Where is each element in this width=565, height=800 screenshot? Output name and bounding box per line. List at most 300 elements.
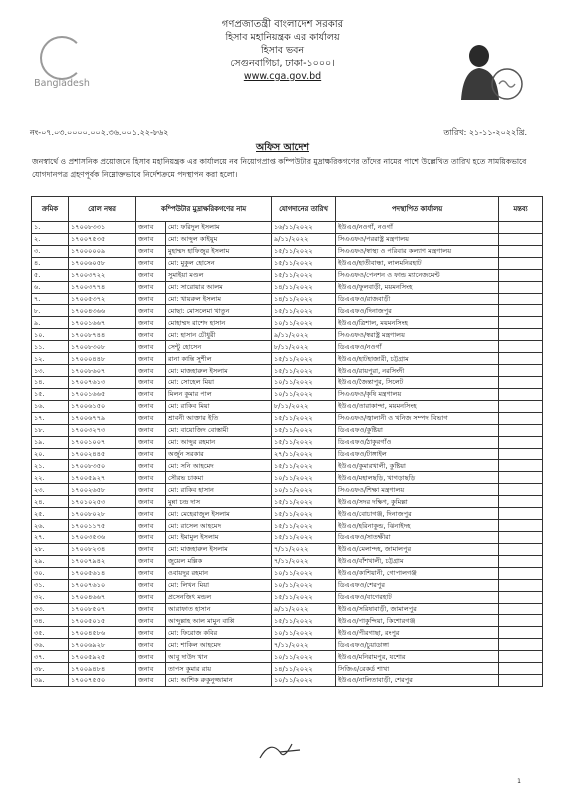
title-cell: জনাব — [136, 579, 166, 591]
remarks-cell — [499, 531, 543, 543]
office-cell: ইউএও/পাকুন্দিয়া, কিশোরগঞ্জ — [336, 615, 499, 627]
table-row — [32, 412, 543, 424]
remarks-cell — [499, 222, 543, 234]
date-cell: ১৫/১১/২০২২ — [272, 257, 336, 269]
office-cell: ইউএও/কুমারখালী, কুষ্টিয়া — [336, 460, 499, 472]
remarks-cell — [499, 663, 543, 675]
serial-cell: ৮. — [32, 305, 69, 317]
name-cell: সৌরভ চাকমা — [166, 472, 272, 484]
table-row — [32, 245, 543, 257]
roll-cell: ১৭০০৩২৭৩ — [69, 424, 136, 436]
roll-cell: ১৭০০১১৭৫ — [69, 520, 136, 532]
remarks-cell — [499, 424, 543, 436]
remarks-cell — [499, 639, 543, 651]
remarks-cell — [499, 269, 543, 281]
title-cell: জনাব — [136, 257, 166, 269]
title-cell: জনাব — [136, 353, 166, 365]
serial-cell: ৭. — [32, 293, 69, 305]
remarks-cell — [499, 400, 543, 412]
serial-cell: ২৯. — [32, 555, 69, 567]
office-cell: ইউএও/হাটহাজারী, চট্টগ্রাম — [336, 353, 499, 365]
roll-cell: ১৭০০৩৭২২ — [69, 269, 136, 281]
title-cell: জনাব — [136, 305, 166, 317]
date-cell: ১০/১১/২০২২ — [272, 484, 336, 496]
table-row — [32, 555, 543, 567]
date-cell: ৯/১১/২০২২ — [272, 329, 336, 341]
office-cell: ডিএএফও/টাঙ্গাইল — [336, 448, 499, 460]
date-cell: ১৫/১১/২০২২ — [272, 460, 336, 472]
table-row — [32, 281, 543, 293]
office-cell: সিএএফও/পেনশন ও ফান্ড ম্যানেজমেন্ট — [336, 269, 499, 281]
roll-cell: ১৭০০৬৯২৮ — [69, 639, 136, 651]
remarks-cell — [499, 329, 543, 341]
roll-cell: ১৭০০৮৩৩১ — [69, 222, 136, 234]
office-cell: ইউএও/বোচাগঞ্জ, দিনাজপুর — [336, 508, 499, 520]
name-cell: প্রসেনজিৎ মন্ডল — [166, 591, 272, 603]
roll-cell: ১৭০০১৬৬৫ — [69, 388, 136, 400]
table-row — [32, 531, 543, 543]
office-cell: ইউএও/নওগাঁ, নওগাঁ — [336, 222, 499, 234]
table-row — [32, 508, 543, 520]
memo-date: তারিখ: ২১-১১-২০২২খ্রি. — [443, 128, 527, 137]
table-row — [32, 436, 543, 448]
name-cell: মোছা: মোসলেমা খাতুন — [166, 305, 272, 317]
table-row — [32, 627, 543, 639]
office-cell: সিএএফও/কৃষি মন্ত্রণালয় — [336, 388, 499, 400]
office-cell: ইউএও/নালিতাবাড়ী, শেরপুর — [336, 675, 499, 687]
office-cell: ডিএএফও/চুয়াডাঙ্গা — [336, 639, 499, 651]
table-row — [32, 675, 543, 687]
roll-cell: ১৭০০৫০১৫ — [69, 615, 136, 627]
table-row — [32, 663, 543, 675]
serial-cell: ১৩. — [32, 365, 69, 377]
name-cell: মো: আশিক রুকুনুজ্জামান — [166, 675, 272, 687]
remarks-cell — [499, 472, 543, 484]
remarks-cell — [499, 543, 543, 555]
title-cell: জনাব — [136, 627, 166, 639]
roll-cell: ১৭০০৭৬১৩ — [69, 376, 136, 388]
office-cell: ডিএএফও/দিনাজপুর — [336, 305, 499, 317]
table-row — [32, 388, 543, 400]
title-cell: জনাব — [136, 567, 166, 579]
table-row — [32, 567, 543, 579]
col-joining-date: যোগদানের তারিখ — [272, 197, 336, 222]
table-row — [32, 269, 543, 281]
serial-cell: ২০. — [32, 448, 69, 460]
serial-cell: ১৯. — [32, 436, 69, 448]
remarks-cell — [499, 305, 543, 317]
name-cell: মো: আব্দুর রহমান — [166, 436, 272, 448]
remarks-cell — [499, 627, 543, 639]
title-cell: জনাব — [136, 341, 166, 353]
date-cell: ১০/১১/২০২২ — [272, 567, 336, 579]
remarks-cell — [499, 341, 543, 353]
table-row — [32, 400, 543, 412]
table-row — [32, 484, 543, 496]
roll-cell: ১৭০০৭৫৫০ — [69, 675, 136, 687]
roll-cell: ১৭০১০২৫৩ — [69, 496, 136, 508]
title-cell: জনাব — [136, 365, 166, 377]
roll-cell: ১৭০০৬০৫৮ — [69, 257, 136, 269]
serial-cell: ২১. — [32, 460, 69, 472]
date-cell: ১০/১১/২০২২ — [272, 376, 336, 388]
title-cell: জনাব — [136, 603, 166, 615]
title-cell: জনাব — [136, 400, 166, 412]
remarks-cell — [499, 508, 543, 520]
title-cell: জনাব — [136, 448, 166, 460]
serial-cell: ২৪. — [32, 496, 69, 508]
title-cell: জনাব — [136, 531, 166, 543]
remarks-cell — [499, 317, 543, 329]
intro-paragraph: জনস্বার্থে ও প্রশাসনিক প্রয়োজনে হিসাব মহানিয়ন্ত্রক এর কার্যালয়ে নব নিয়োগপ্রাপ্ত কম্পিউটার মুদ্রাক্ষরিকগণের তাঁদের নামের পাশে উল্লেখিত তারিখ হতে সাময়িকভাবে যোগদানপত্র গ্রহণপূর্বক নিম্নোক্তভাবে নির্দেশক্রমে পদস্থাপন করা হলো। — [32, 157, 527, 179]
remarks-cell — [499, 484, 543, 496]
date-cell: ১০/১১/২০২২ — [272, 388, 336, 400]
serial-cell: ৩০. — [32, 567, 69, 579]
date-cell: ১৫/১১/২০২২ — [272, 269, 336, 281]
serial-cell: ৩৮. — [32, 663, 69, 675]
table-row — [32, 365, 543, 377]
logo-text: Bangladesh — [34, 78, 90, 89]
table-row — [32, 424, 543, 436]
serial-cell: ১৮. — [32, 424, 69, 436]
title-cell: জনাব — [136, 639, 166, 651]
name-cell: মুহাম্মদ হাফিজুর ইসলাম — [166, 245, 272, 257]
name-cell: মো: আব্দুল কাইয়ুম — [166, 233, 272, 245]
serial-cell: ৪. — [32, 257, 69, 269]
table-row — [32, 639, 543, 651]
date-cell: ১৫/১১/২০২২ — [272, 245, 336, 257]
mujib-portrait-logo — [455, 40, 525, 102]
serial-cell: ২২. — [32, 472, 69, 484]
remarks-cell — [499, 233, 543, 245]
name-cell: মুন্না চন্দ্র দাস — [166, 496, 272, 508]
table-row — [32, 460, 543, 472]
name-cell: সেন্টু হোসেন — [166, 341, 272, 353]
serial-cell: ৩২. — [32, 591, 69, 603]
date-cell: ১০/১১/২০২২ — [272, 627, 336, 639]
date-cell: ১৬/১১/২০২২ — [272, 222, 336, 234]
col-roll: রোল নম্বর — [69, 197, 136, 222]
remarks-cell — [499, 281, 543, 293]
name-cell: জুয়েল মল্লিক — [166, 555, 272, 567]
roll-cell: ১৭০০৮৩৫০ — [69, 460, 136, 472]
col-name: কম্পিউটার মুদ্রাক্ষরিকগণের নাম — [136, 197, 272, 222]
roll-cell: ১৭০০৮৬০৭ — [69, 365, 136, 377]
remarks-cell — [499, 603, 543, 615]
name-cell: আরাফাত হাসান — [166, 603, 272, 615]
date-cell: ১৫/১১/২০২২ — [272, 305, 336, 317]
serial-cell: ৩৬. — [32, 639, 69, 651]
table-row — [32, 472, 543, 484]
roll-cell: ১৭০০১৬৬৭ — [69, 317, 136, 329]
name-cell: আব্দুল্লাহ আল মামুন বাপ্পি — [166, 615, 272, 627]
date-cell: ১০/১১/২০২২ — [272, 651, 336, 663]
remarks-cell — [499, 245, 543, 257]
name-cell: মো: সোহেল মিয়া — [166, 376, 272, 388]
office-cell: ইউএও/মনিরামপুর, যশোর — [336, 651, 499, 663]
name-cell: অর্জুন সরকার — [166, 448, 272, 460]
serial-cell: ২৩. — [32, 484, 69, 496]
serial-cell: ৬. — [32, 281, 69, 293]
date-cell: ৭/১১/২০২২ — [272, 555, 336, 567]
remarks-cell — [499, 460, 543, 472]
serial-cell: ১৪. — [32, 376, 69, 388]
date-cell: ৯/১১/২০২২ — [272, 603, 336, 615]
office-cell: ডিএএফও/শেরপুর — [336, 579, 499, 591]
office-cell: ইউএও/মেলান্দহ, জামালপুর — [336, 543, 499, 555]
serial-cell: ২৫. — [32, 508, 69, 520]
office-cell: ইউএও/ফুলবাড়ী, ময়মনসিংহ — [336, 281, 499, 293]
name-cell: মো: বায়োজিদ বোস্তামী — [166, 424, 272, 436]
title-cell: জনাব — [136, 281, 166, 293]
date-cell: ৭/১১/২০২২ — [272, 639, 336, 651]
table-row — [32, 353, 543, 365]
table-row — [32, 293, 543, 305]
name-cell: মো: রাকিব হাসান — [166, 484, 272, 496]
col-serial: ক্রমিক — [32, 197, 69, 222]
roll-cell: ১৭০০০০০৯ — [69, 245, 136, 257]
serial-cell: ৩১. — [32, 579, 69, 591]
roll-cell: ১৭০০৮২৩৪ — [69, 543, 136, 555]
roll-cell: ১৭০০৪৬৬৭ — [69, 591, 136, 603]
table-row — [32, 317, 543, 329]
roll-cell: ১৭০০০৪৪৮ — [69, 353, 136, 365]
title-cell: জনাব — [136, 329, 166, 341]
roll-cell: ১৭০০৫৩৭২ — [69, 293, 136, 305]
office-cell: সিএএফও/জ্বালানী ও খনিজ সম্পদ বিভাগ — [336, 412, 499, 424]
name-cell: মো: লিখন মিয়া — [166, 579, 272, 591]
logo-ring-icon — [40, 36, 84, 80]
table-row — [32, 448, 543, 460]
office-cell: সিএএফও/পররাষ্ট্র মন্ত্রণালয় — [336, 233, 499, 245]
title-cell: জনাব — [136, 376, 166, 388]
date-cell: ১৫/১১/২০২২ — [272, 365, 336, 377]
table-body — [32, 222, 543, 687]
title-cell: জনাব — [136, 424, 166, 436]
name-cell: আবু দাউদ খান — [166, 651, 272, 663]
office-cell: ইউএও/হরিনাকুন্ড, ঝিনাইদহ — [336, 520, 499, 532]
roll-cell: ১৭০০২৬৫৮ — [69, 484, 136, 496]
name-cell: শ্রাবনী আক্তার ইতি — [166, 412, 272, 424]
remarks-cell — [499, 376, 543, 388]
bangladesh-50-logo — [22, 34, 102, 96]
date-cell: ১৫/১১/২০২২ — [272, 436, 336, 448]
roll-cell: ১৭০০২৪৪৫ — [69, 448, 136, 460]
date-cell: ১৫/১১/২০২২ — [272, 508, 336, 520]
serial-cell: ২৮. — [32, 543, 69, 555]
office-cell: সিএএফও/স্বরাষ্ট্র মন্ত্রণালয় — [336, 329, 499, 341]
posting-table — [31, 196, 543, 687]
remarks-cell — [499, 436, 543, 448]
roll-cell: ১৭০০৪৫৮৬ — [69, 627, 136, 639]
office-cell: ডিএএফও/ঠাকুরগাঁও — [336, 436, 499, 448]
name-cell: মো: মাজহারুল ইসলাম — [166, 543, 272, 555]
title-cell: জনাব — [136, 233, 166, 245]
name-cell: মো: মেহেরাজুল ইসলাম — [166, 508, 272, 520]
name-cell: মো: সারোয়ার আলম — [166, 281, 272, 293]
title-cell: জনাব — [136, 615, 166, 627]
table-row — [32, 591, 543, 603]
building-name: হিসাব ভবন — [260, 45, 305, 56]
office-cell: ইউএও/হাতীবান্ধা, লালমনিরহাট — [336, 257, 499, 269]
serial-cell: ৩৪. — [32, 615, 69, 627]
remarks-cell — [499, 293, 543, 305]
date-cell: ৭/১১/২০২২ — [272, 543, 336, 555]
roll-cell: ১৭০০৯৪৮৪ — [69, 663, 136, 675]
date-cell: ১৫/১১/২০২২ — [272, 353, 336, 365]
roll-cell: ১৭০০৮৩০৮ — [69, 341, 136, 353]
title-cell: জনাব — [136, 508, 166, 520]
table-row — [32, 222, 543, 234]
serial-cell: ৩৫. — [32, 627, 69, 639]
serial-cell: ১৭. — [32, 412, 69, 424]
table-row — [32, 651, 543, 663]
name-cell: মো: ইমামুল ইসলাম — [166, 531, 272, 543]
office-cell: ইউএও/ত্রিশাল, ময়মনসিংহ — [336, 317, 499, 329]
office-cell: ইউএও/রায়পুরা, নরসিংদী — [336, 365, 499, 377]
office-cell: সিএএফও/স্বাস্থ্য ও পরিবার কল্যাণ মন্ত্রণালয় — [336, 245, 499, 257]
table-row — [32, 543, 543, 555]
col-office: পদস্থাপিত কার্যালয় — [336, 197, 499, 222]
serial-cell: ৩. — [32, 245, 69, 257]
date-cell: ১৫/১১/২০২২ — [272, 591, 336, 603]
roll-cell: ১৭০০৭৫৩৫ — [69, 233, 136, 245]
serial-cell: ১২. — [32, 353, 69, 365]
title-cell: জনাব — [136, 293, 166, 305]
remarks-cell — [499, 448, 543, 460]
remarks-cell — [499, 567, 543, 579]
table-row — [32, 603, 543, 615]
remarks-cell — [499, 412, 543, 424]
name-cell: ওবায়দুর রহমান — [166, 567, 272, 579]
serial-cell: ২. — [32, 233, 69, 245]
date-cell: ১৪/১১/২০২২ — [272, 281, 336, 293]
table-row — [32, 233, 543, 245]
memo-number: নং-০৭.০৩.০০০০.০০২.৩৬.০০১.২২-৮৬২ — [30, 128, 169, 137]
table-row — [32, 305, 543, 317]
serial-cell: ৩৯. — [32, 675, 69, 687]
serial-cell: ৫. — [32, 269, 69, 281]
title-cell: জনাব — [136, 245, 166, 257]
date-cell: ১০/১১/২০২২ — [272, 317, 336, 329]
name-cell: মো: শাকিল আহমেদ — [166, 639, 272, 651]
title-cell: জনাব — [136, 663, 166, 675]
name-cell: সুমাইয়া মণ্ডল — [166, 269, 272, 281]
title-cell: জনাব — [136, 269, 166, 281]
address: সেগুনবাগিচা, ঢাকা-১০০০। — [230, 58, 335, 69]
title-cell: জনাব — [136, 388, 166, 400]
title-cell: জনাব — [136, 555, 166, 567]
remarks-cell — [499, 496, 543, 508]
roll-cell: ১৭০০৪৩৬৬ — [69, 305, 136, 317]
date-cell: ১৫/১১/২০২২ — [272, 412, 336, 424]
date-cell: ১৫/১১/২০২২ — [272, 520, 336, 532]
remarks-cell — [499, 675, 543, 687]
table-header-row — [32, 197, 543, 222]
office-cell: ইউএও/মহালছড়ি, খাগড়াছড়ি — [336, 472, 499, 484]
office-cell: ইউএও/সদর দক্ষিণ, কুমিল্লা — [336, 496, 499, 508]
remarks-cell — [499, 591, 543, 603]
office-cell: ডিএএফও/রাজবাড়ী — [336, 293, 499, 305]
roll-cell: ১৭০০১০০৭ — [69, 436, 136, 448]
date-cell: ১৪/১১/২০২২ — [272, 663, 336, 675]
office-cell: ইউএও/পীরগাছা, রংপুর — [336, 627, 499, 639]
office-cell: ডিএএফও/কুষ্টিয়া — [336, 424, 499, 436]
col-remarks: মন্তব্য — [499, 197, 543, 222]
date-cell: ১৫/১১/২০২২ — [272, 424, 336, 436]
roll-cell: ১৭০০৫৬১৪ — [69, 567, 136, 579]
title-cell: জনাব — [136, 651, 166, 663]
roll-cell: ১৭০০৫৯২৫ — [69, 651, 136, 663]
office-cell: ডিএএফও/নওগাঁ — [336, 341, 499, 353]
office-cell: সিএএফও/শিক্ষা মন্ত্রণালয় — [336, 484, 499, 496]
roll-cell: ১৭০০৬১৫০ — [69, 400, 136, 412]
roll-cell: ১৭০০৭৯৪২ — [69, 555, 136, 567]
order-title: অফিস আদেশ — [256, 142, 309, 153]
table-row — [32, 329, 543, 341]
remarks-cell — [499, 257, 543, 269]
remarks-cell — [499, 388, 543, 400]
roll-cell: ১৭০০৮০২৮ — [69, 508, 136, 520]
page-number: 1 — [517, 778, 521, 785]
roll-cell: ১৭০০৮৫০৭ — [69, 603, 136, 615]
name-cell: মো: রাসেল আহমেদ — [166, 520, 272, 532]
serial-cell: ৩৩. — [32, 603, 69, 615]
remarks-cell — [499, 520, 543, 532]
name-cell: মো: মুকুল হোসেন — [166, 257, 272, 269]
website-link[interactable]: www.cga.gov.bd — [243, 71, 322, 82]
date-cell: ১০/১১/২০২২ — [272, 472, 336, 484]
office-cell: ইউএও/জৈন্তাপুর, সিলেট — [336, 376, 499, 388]
table-row — [32, 615, 543, 627]
title-cell: জনাব — [136, 436, 166, 448]
date-cell: ১৫/১১/২০২২ — [272, 615, 336, 627]
roll-cell: ১৭০০৭৬১০ — [69, 579, 136, 591]
name-cell: মো: ফরিদুল ইসলাম — [166, 222, 272, 234]
table-row — [32, 376, 543, 388]
office-cell: ইউএও/তারাকান্দা, ময়মনসিংহ — [336, 400, 499, 412]
title-cell: জনাব — [136, 496, 166, 508]
roll-cell: ১৭০০৫৯২৭ — [69, 472, 136, 484]
serial-cell: ২৭. — [32, 531, 69, 543]
remarks-cell — [499, 615, 543, 627]
date-cell: ১৫/১১/২০২২ — [272, 496, 336, 508]
remarks-cell — [499, 579, 543, 591]
title-cell: জনাব — [136, 222, 166, 234]
remarks-cell — [499, 365, 543, 377]
office-cell: ইউএও/কাশিয়ানী, গোপালগঞ্জ — [336, 567, 499, 579]
serial-cell: ২৬. — [32, 520, 69, 532]
date-cell: ৮/১১/২০২২ — [272, 400, 336, 412]
name-cell: মো: সনি আহমেদ — [166, 460, 272, 472]
serial-cell: ১০. — [32, 329, 69, 341]
title-cell: জনাব — [136, 460, 166, 472]
table-row — [32, 257, 543, 269]
title-cell: জনাব — [136, 472, 166, 484]
date-cell: ৮/১১/২০২২ — [272, 341, 336, 353]
date-cell: ২৭/১১/২০২২ — [272, 448, 336, 460]
date-cell: ১০/১১/২০২২ — [272, 675, 336, 687]
header-block — [120, 18, 445, 83]
roll-cell: ১৭০০৩৫৩৬ — [69, 531, 136, 543]
signature-initial — [250, 738, 310, 762]
roll-cell: ১৭০০৬৭৭৯ — [69, 412, 136, 424]
title-cell: জনাব — [136, 543, 166, 555]
serial-cell: ১. — [32, 222, 69, 234]
remarks-cell — [499, 555, 543, 567]
date-cell: ১০/১১/২০২২ — [272, 579, 336, 591]
title-cell: জনাব — [136, 412, 166, 424]
